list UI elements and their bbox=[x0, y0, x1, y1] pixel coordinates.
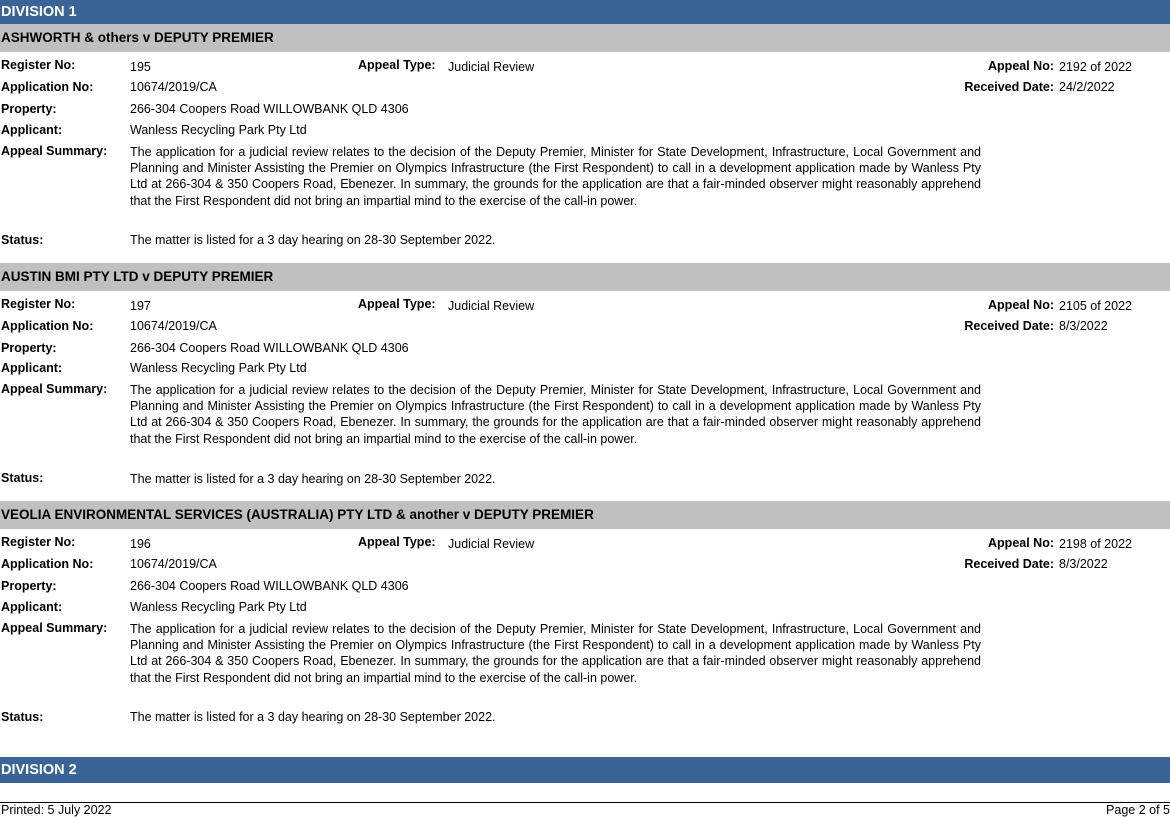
applicant-value: Wanless Recycling Park Pty Ltd bbox=[130, 123, 307, 137]
case-title: VEOLIA ENVIRONMENTAL SERVICES (AUSTRALIA) PTY LTD & another v DEPUTY PREMIER bbox=[0, 501, 1170, 529]
applicant-label: Applicant: bbox=[1, 123, 63, 137]
application-no-label: Application No: bbox=[1, 80, 94, 94]
property-label: Property: bbox=[1, 579, 57, 593]
application-no-value: 10674/2019/CA bbox=[130, 557, 217, 571]
case-title: ASHWORTH & others v DEPUTY PREMIER bbox=[0, 24, 1170, 52]
register-no-value: 197 bbox=[130, 299, 151, 313]
property-value: 266-304 Coopers Road WILLOWBANK QLD 4306 bbox=[130, 341, 409, 355]
received-date-value: 8/3/2022 bbox=[1059, 557, 1108, 571]
register-no-value: 195 bbox=[130, 60, 151, 74]
status-value: The matter is listed for a 3 day hearing on 28-30 September 2022. bbox=[130, 710, 496, 724]
status-label: Status: bbox=[1, 471, 44, 485]
division-1-header: DIVISION 1 bbox=[0, 0, 1170, 24]
received-date-value: 24/2/2022 bbox=[1059, 80, 1115, 94]
register-no-label: Register No: bbox=[1, 535, 76, 549]
appeal-type-value: Judicial Review bbox=[448, 299, 535, 313]
status-label: Status: bbox=[1, 710, 44, 724]
applicant-label: Applicant: bbox=[1, 361, 63, 375]
property-label: Property: bbox=[1, 341, 57, 355]
register-no-label: Register No: bbox=[1, 58, 76, 72]
application-no-label: Application No: bbox=[1, 557, 94, 571]
property-value: 266-304 Coopers Road WILLOWBANK QLD 4306 bbox=[130, 579, 409, 593]
register-no-value: 196 bbox=[130, 537, 151, 551]
property-value: 266-304 Coopers Road WILLOWBANK QLD 4306 bbox=[130, 102, 409, 116]
received-date-label: Received Date: bbox=[964, 80, 1054, 94]
appeal-no-value: 2105 of 2022 bbox=[1059, 299, 1132, 313]
appeal-no-label: Appeal No: bbox=[988, 59, 1054, 73]
appeal-type-value: Judicial Review bbox=[448, 537, 535, 551]
property-label: Property: bbox=[1, 102, 57, 116]
appeal-no-label: Appeal No: bbox=[988, 298, 1054, 312]
appeal-summary-text: The application for a judicial review relates to the decision of the Deputy Premier, Minister for State Development, Infrastructure, Local Government and Planning and Minister Assisting the Premier on Olympics Infrastructure (the First Respondent) to call in a development application made by Wanless Pty Ltd at 266-304 & 350 Coopers Road, Ebenezer. In summary, the grounds for the application are that a fair-minded observer might reasonably apprehend that the First Respondent did not bring an impartial mind to the exercise of the call-in power. bbox=[130, 145, 981, 208]
appeal-type-label: Appeal Type: bbox=[358, 297, 436, 311]
applicant-label: Applicant: bbox=[1, 600, 63, 614]
appeal-summary-text: The application for a judicial review relates to the decision of the Deputy Premier, Minister for State Development, Infrastructure, Local Government and Planning and Minister Assisting the Premier on Olympics Infrastructure (the First Respondent) to call in a development application made by Wanless Pty Ltd at 266-304 & 350 Coopers Road, Ebenezer. In summary, the grounds for the application are that a fair-minded observer might reasonably apprehend that the First Respondent did not bring an impartial mind to the exercise of the call-in power. bbox=[130, 383, 981, 446]
appeal-no-value: 2198 of 2022 bbox=[1059, 537, 1132, 551]
status-label: Status: bbox=[1, 233, 44, 247]
status-value: The matter is listed for a 3 day hearing on 28-30 September 2022. bbox=[130, 472, 496, 486]
division-2-header: DIVISION 2 bbox=[0, 757, 1170, 783]
appeal-no-value: 2192 of 2022 bbox=[1059, 60, 1132, 74]
printed-date: Printed: 5 July 2022 bbox=[1, 803, 112, 817]
appeal-summary-label: Appeal Summary: bbox=[1, 382, 108, 396]
received-date-label: Received Date: bbox=[964, 557, 1054, 571]
appeal-type-label: Appeal Type: bbox=[358, 535, 436, 549]
received-date-value: 8/3/2022 bbox=[1059, 319, 1108, 333]
status-value: The matter is listed for a 3 day hearing on 28-30 September 2022. bbox=[130, 233, 496, 247]
appeal-type-label: Appeal Type: bbox=[358, 58, 436, 72]
application-no-value: 10674/2019/CA bbox=[130, 80, 217, 94]
application-no-label: Application No: bbox=[1, 319, 94, 333]
applicant-value: Wanless Recycling Park Pty Ltd bbox=[130, 600, 307, 614]
footer-divider bbox=[0, 802, 1170, 803]
case-title: AUSTIN BMI PTY LTD v DEPUTY PREMIER bbox=[0, 263, 1170, 291]
appeal-summary-label: Appeal Summary: bbox=[1, 144, 108, 158]
appeal-type-value: Judicial Review bbox=[448, 60, 535, 74]
register-no-label: Register No: bbox=[1, 297, 76, 311]
page-number: Page 2 of 5 bbox=[1106, 803, 1170, 817]
applicant-value: Wanless Recycling Park Pty Ltd bbox=[130, 361, 307, 375]
application-no-value: 10674/2019/CA bbox=[130, 319, 217, 333]
appeal-summary-text: The application for a judicial review relates to the decision of the Deputy Premier, Minister for State Development, Infrastructure, Local Government and Planning and Minister Assisting the Premier on Olympics Infrastructure (the First Respondent) to call in a development application made by Wanless Pty Ltd at 266-304 & 350 Coopers Road, Ebenezer. In summary, the grounds for the application are that a fair-minded observer might reasonably apprehend that the First Respondent did not bring an impartial mind to the exercise of the call-in power. bbox=[130, 622, 981, 685]
received-date-label: Received Date: bbox=[964, 319, 1054, 333]
appeal-no-label: Appeal No: bbox=[988, 536, 1054, 550]
appeal-summary-label: Appeal Summary: bbox=[1, 621, 108, 635]
